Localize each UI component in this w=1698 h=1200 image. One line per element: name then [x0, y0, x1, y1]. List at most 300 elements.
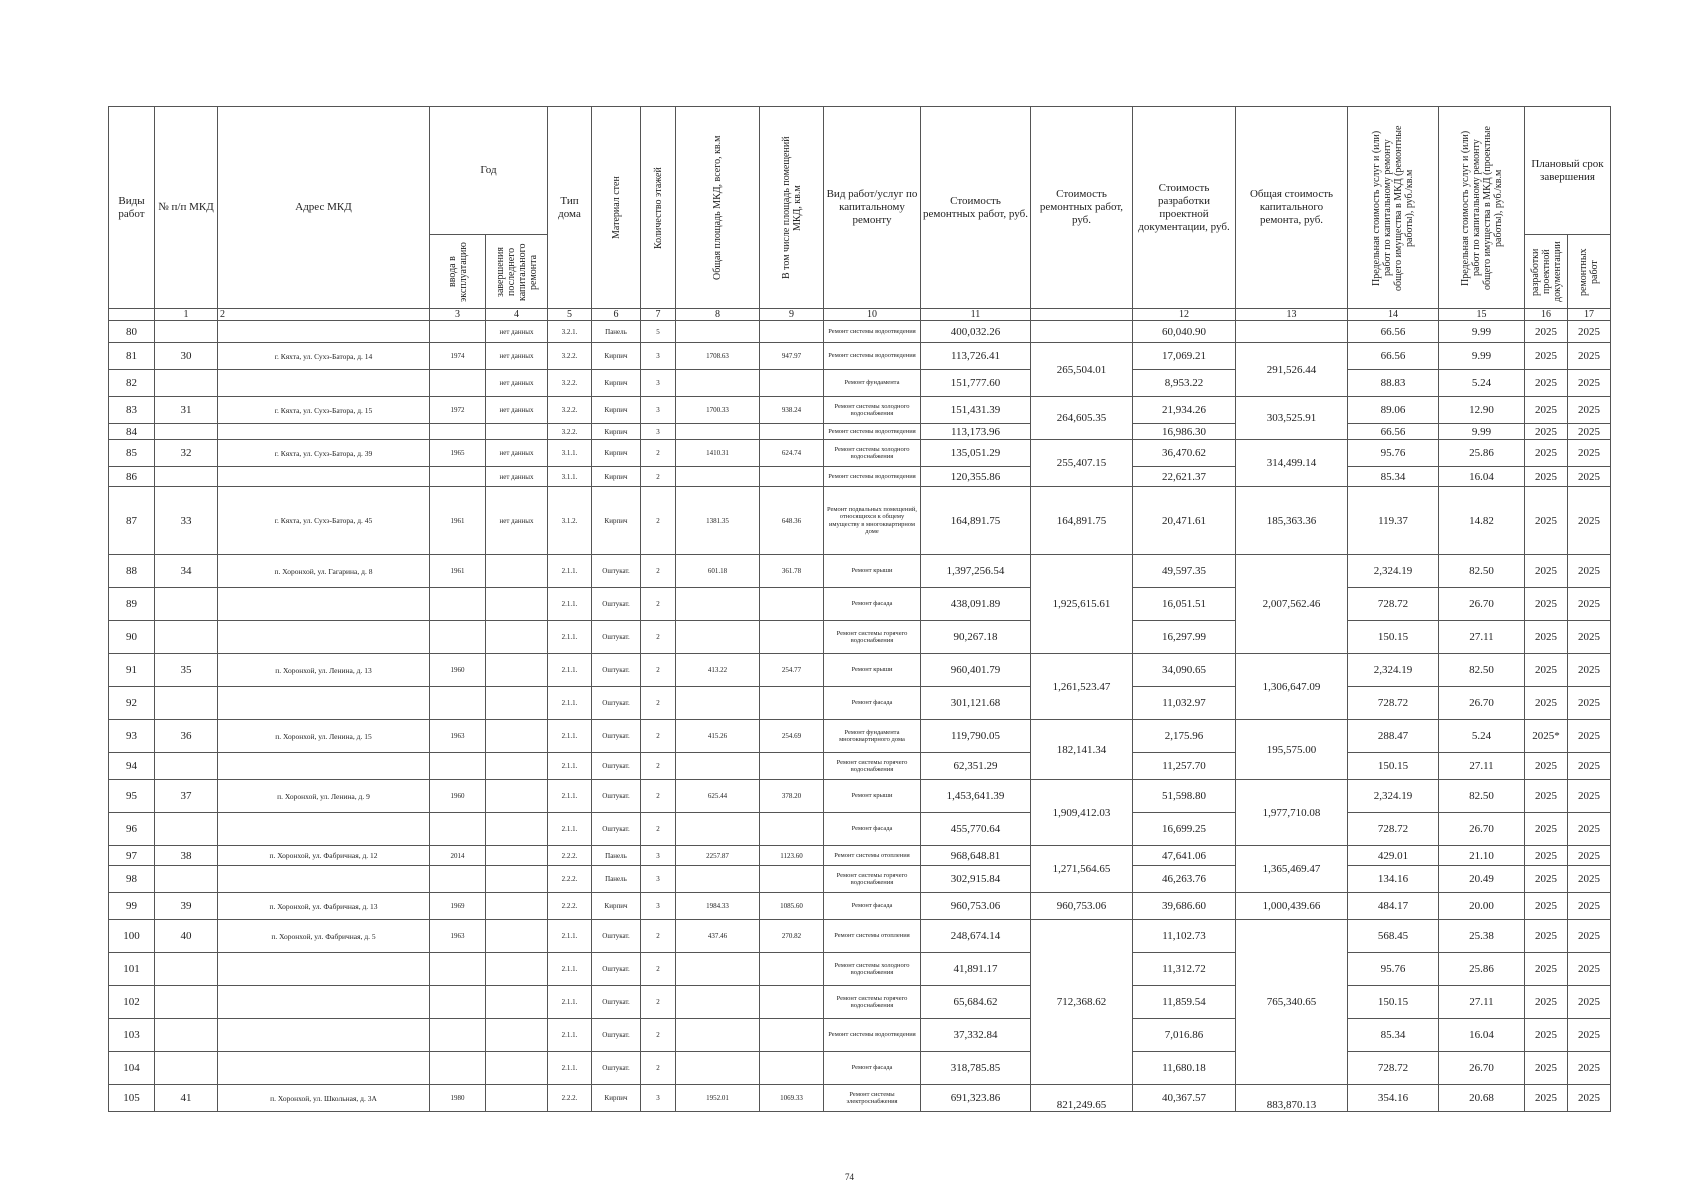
table-body	[109, 321, 1611, 1112]
premises-area: 1123.60	[760, 846, 824, 866]
floors: 3	[641, 866, 676, 893]
limit-repair: 150.15	[1348, 986, 1439, 1019]
floors: 2	[641, 953, 676, 986]
mkd-number	[155, 588, 218, 621]
floors: 5	[641, 321, 676, 343]
work-kind: Ремонт крыши	[824, 654, 921, 687]
design-cost: 60,040.90	[1133, 321, 1236, 343]
wall-material: Панель	[592, 321, 641, 343]
floors: 2	[641, 753, 676, 780]
premises-area	[760, 424, 824, 440]
repair-cost: 151,777.60	[921, 370, 1031, 397]
premises-area: 648.36	[760, 487, 824, 555]
total-cost: 1,977,710.08	[1236, 780, 1348, 846]
year-last-repair	[486, 1052, 548, 1085]
design-cost: 21,934.26	[1133, 397, 1236, 424]
wall-material: Кирпич	[592, 343, 641, 370]
year-commissioning: 1960	[430, 654, 486, 687]
design-cost: 16,986.30	[1133, 424, 1236, 440]
premises-area: 1085.60	[760, 893, 824, 920]
house-type: 3.2.2.	[548, 424, 592, 440]
address	[218, 813, 430, 846]
limit-design: 27.11	[1439, 986, 1525, 1019]
premises-area: 254.69	[760, 720, 824, 753]
row-number: 103	[109, 1019, 155, 1052]
row-number: 85	[109, 440, 155, 467]
mkd-number: 35	[155, 654, 218, 687]
wall-material: Кирпич	[592, 1085, 641, 1112]
repair-cost: 455,770.64	[921, 813, 1031, 846]
column-number: 8	[676, 309, 760, 321]
year-commissioning	[430, 813, 486, 846]
floors: 3	[641, 893, 676, 920]
address	[218, 953, 430, 986]
address: г. Кяхта, ул. Сухэ-Батора, д. 45	[218, 487, 430, 555]
year-last-repair	[486, 687, 548, 720]
deadline-design: 2025	[1525, 953, 1568, 986]
work-kind: Ремонт фундамента	[824, 370, 921, 397]
mkd-number	[155, 1019, 218, 1052]
total-cost: 303,525.91	[1236, 397, 1348, 440]
total-cost: 1,365,469.47	[1236, 846, 1348, 893]
total-cost	[1236, 321, 1348, 343]
header-wall-material: Материал стен	[592, 107, 641, 309]
address	[218, 753, 430, 780]
repair-cost-sum: 255,407.15	[1031, 440, 1133, 487]
year-commissioning	[430, 621, 486, 654]
deadline-repair: 2025	[1568, 467, 1611, 487]
limit-design: 20.49	[1439, 866, 1525, 893]
year-last-repair	[486, 424, 548, 440]
year-last-repair: нет данных	[486, 370, 548, 397]
header-year-last-repair: завершения последнего капитального ремонта	[486, 235, 548, 309]
deadline-repair: 2025	[1568, 687, 1611, 720]
design-cost: 16,051.51	[1133, 588, 1236, 621]
repair-cost-sum: 265,504.01	[1031, 343, 1133, 397]
deadline-repair: 2025	[1568, 621, 1611, 654]
limit-repair: 95.76	[1348, 440, 1439, 467]
mkd-number: 33	[155, 487, 218, 555]
work-kind: Ремонт фундамента многоквартирного дома	[824, 720, 921, 753]
total-cost: 765,340.65	[1236, 920, 1348, 1085]
repair-cost-sum: 821,249.65	[1031, 1085, 1133, 1112]
work-kind: Ремонт фасада	[824, 893, 921, 920]
year-commissioning: 1980	[430, 1085, 486, 1112]
table-row	[109, 370, 1611, 397]
design-cost: 34,090.65	[1133, 654, 1236, 687]
house-type: 2.1.1.	[548, 953, 592, 986]
table-row	[109, 343, 1611, 370]
deadline-repair: 2025	[1568, 487, 1611, 555]
premises-area	[760, 621, 824, 654]
premises-area: 254.77	[760, 654, 824, 687]
house-type: 2.1.1.	[548, 654, 592, 687]
capital-repair-table	[108, 106, 1611, 1112]
wall-material: Оштукат.	[592, 720, 641, 753]
deadline-repair: 2025	[1568, 370, 1611, 397]
limit-design: 9.99	[1439, 321, 1525, 343]
year-last-repair	[486, 846, 548, 866]
repair-cost: 400,032.26	[921, 321, 1031, 343]
house-type: 2.2.2.	[548, 1085, 592, 1112]
year-commissioning: 1961	[430, 555, 486, 588]
floors: 2	[641, 720, 676, 753]
repair-cost-sum: 1,909,412.03	[1031, 780, 1133, 846]
total-area	[676, 813, 760, 846]
limit-repair: 89.06	[1348, 397, 1439, 424]
floors: 3	[641, 846, 676, 866]
table-row	[109, 1085, 1611, 1112]
design-cost: 47,641.06	[1133, 846, 1236, 866]
mkd-number	[155, 753, 218, 780]
deadline-repair: 2025	[1568, 893, 1611, 920]
limit-repair: 484.17	[1348, 893, 1439, 920]
deadline-repair: 2025	[1568, 780, 1611, 813]
design-cost: 39,686.60	[1133, 893, 1236, 920]
column-number: 1	[155, 309, 218, 321]
deadline-repair: 2025	[1568, 920, 1611, 953]
repair-cost: 65,684.62	[921, 986, 1031, 1019]
row-number: 98	[109, 866, 155, 893]
year-commissioning	[430, 687, 486, 720]
year-commissioning	[430, 986, 486, 1019]
work-kind: Ремонт системы холодного водоснабжения	[824, 953, 921, 986]
work-kind: Ремонт системы холодного водоснабжения	[824, 440, 921, 467]
total-area	[676, 467, 760, 487]
limit-repair: 66.56	[1348, 321, 1439, 343]
row-number: 84	[109, 424, 155, 440]
repair-cost-sum: 1,271,564.65	[1031, 846, 1133, 893]
limit-design: 9.99	[1439, 424, 1525, 440]
column-number	[109, 309, 155, 321]
floors: 2	[641, 1052, 676, 1085]
total-cost: 2,007,562.46	[1236, 555, 1348, 654]
total-cost: 195,575.00	[1236, 720, 1348, 780]
header-repair-cost-sum: Стоимость ремонтных работ, руб.	[1031, 107, 1133, 309]
year-last-repair: нет данных	[486, 397, 548, 424]
year-last-repair: нет данных	[486, 343, 548, 370]
limit-repair: 150.15	[1348, 621, 1439, 654]
premises-area	[760, 986, 824, 1019]
limit-design: 27.11	[1439, 753, 1525, 780]
floors: 2	[641, 780, 676, 813]
total-area: 437.46	[676, 920, 760, 953]
house-type: 2.1.1.	[548, 555, 592, 588]
header-premises-area: В том числе площадь помещений МКД, кв.м	[760, 107, 824, 309]
design-cost: 11,257.70	[1133, 753, 1236, 780]
house-type: 2.1.1.	[548, 753, 592, 780]
work-kind: Ремонт системы горячего водоснабжения	[824, 621, 921, 654]
repair-cost: 248,674.14	[921, 920, 1031, 953]
year-last-repair	[486, 813, 548, 846]
deadline-design: 2025	[1525, 424, 1568, 440]
table-row	[109, 866, 1611, 893]
year-last-repair	[486, 893, 548, 920]
year-last-repair: нет данных	[486, 440, 548, 467]
row-number: 83	[109, 397, 155, 424]
wall-material: Кирпич	[592, 893, 641, 920]
header-mkd-number: № п/п МКД	[155, 107, 218, 309]
year-commissioning	[430, 753, 486, 780]
address	[218, 687, 430, 720]
wall-material: Кирпич	[592, 487, 641, 555]
total-area: 415.26	[676, 720, 760, 753]
repair-cost: 37,332.84	[921, 1019, 1031, 1052]
header-address: Адрес МКД	[218, 107, 430, 309]
premises-area	[760, 1052, 824, 1085]
design-cost: 20,471.61	[1133, 487, 1236, 555]
deadline-repair: 2025	[1568, 813, 1611, 846]
header-work-kind: Вид работ/услуг по капитальному ремонту	[824, 107, 921, 309]
limit-repair: 2,324.19	[1348, 654, 1439, 687]
floors: 3	[641, 424, 676, 440]
table-row	[109, 621, 1611, 654]
total-area: 1410.31	[676, 440, 760, 467]
deadline-design: 2025	[1525, 753, 1568, 780]
wall-material: Оштукат.	[592, 1019, 641, 1052]
deadline-repair: 2025	[1568, 953, 1611, 986]
year-commissioning	[430, 866, 486, 893]
header-floors: Количество этажей	[641, 107, 676, 309]
wall-material: Оштукат.	[592, 687, 641, 720]
mkd-number	[155, 321, 218, 343]
work-kind: Ремонт подвальных помещений, относящихся к общему имуществу в многоквартирном доме	[824, 487, 921, 555]
total-cost: 291,526.44	[1236, 343, 1348, 397]
deadline-design: 2025	[1525, 343, 1568, 370]
year-last-repair	[486, 1019, 548, 1052]
year-commissioning: 1961	[430, 487, 486, 555]
total-area: 1984.33	[676, 893, 760, 920]
row-number: 105	[109, 1085, 155, 1112]
mkd-number: 40	[155, 920, 218, 953]
year-last-repair	[486, 1085, 548, 1112]
deadline-repair: 2025	[1568, 440, 1611, 467]
year-last-repair	[486, 588, 548, 621]
floors: 2	[641, 986, 676, 1019]
address: г. Кяхта, ул. Сухэ-Батора, д. 39	[218, 440, 430, 467]
deadline-repair: 2025	[1568, 1019, 1611, 1052]
address	[218, 588, 430, 621]
table-row	[109, 321, 1611, 343]
deadline-repair: 2025	[1568, 866, 1611, 893]
design-cost: 11,859.54	[1133, 986, 1236, 1019]
design-cost: 36,470.62	[1133, 440, 1236, 467]
repair-cost: 1,397,256.54	[921, 555, 1031, 588]
total-cost: 1,000,439.66	[1236, 893, 1348, 920]
deadline-design: 2025	[1525, 440, 1568, 467]
deadline-repair: 2025	[1568, 753, 1611, 780]
year-commissioning: 1974	[430, 343, 486, 370]
deadline-design: 2025	[1525, 920, 1568, 953]
premises-area: 947.97	[760, 343, 824, 370]
row-number: 96	[109, 813, 155, 846]
table-row	[109, 687, 1611, 720]
limit-repair: 150.15	[1348, 753, 1439, 780]
repair-cost: 691,323.86	[921, 1085, 1031, 1112]
table-row	[109, 813, 1611, 846]
house-type: 3.2.2.	[548, 343, 592, 370]
deadline-design: 2025	[1525, 1052, 1568, 1085]
year-commissioning	[430, 1052, 486, 1085]
house-type: 2.2.2.	[548, 893, 592, 920]
address	[218, 1019, 430, 1052]
table-row	[109, 920, 1611, 953]
year-commissioning	[430, 953, 486, 986]
column-number: 14	[1348, 309, 1439, 321]
limit-repair: 429.01	[1348, 846, 1439, 866]
wall-material: Оштукат.	[592, 621, 641, 654]
limit-repair: 66.56	[1348, 343, 1439, 370]
floors: 2	[641, 588, 676, 621]
table-row	[109, 588, 1611, 621]
deadline-design: 2025	[1525, 555, 1568, 588]
deadline-repair: 2025	[1568, 321, 1611, 343]
floors: 3	[641, 343, 676, 370]
repair-cost-sum: 712,368.62	[1031, 920, 1133, 1085]
premises-area: 378.20	[760, 780, 824, 813]
deadline-repair: 2025	[1568, 1052, 1611, 1085]
mkd-number: 41	[155, 1085, 218, 1112]
floors: 2	[641, 687, 676, 720]
deadline-repair: 2025	[1568, 720, 1611, 753]
repair-cost: 135,051.29	[921, 440, 1031, 467]
repair-cost: 302,915.84	[921, 866, 1031, 893]
year-last-repair: нет данных	[486, 467, 548, 487]
limit-repair: 85.34	[1348, 1019, 1439, 1052]
year-commissioning: 1963	[430, 920, 486, 953]
premises-area	[760, 370, 824, 397]
wall-material: Оштукат.	[592, 813, 641, 846]
total-area: 2257.87	[676, 846, 760, 866]
header-house-type: Тип дома	[548, 107, 592, 309]
row-number: 81	[109, 343, 155, 370]
work-kind: Ремонт системы водоотведения	[824, 321, 921, 343]
deadline-design: 2025	[1525, 866, 1568, 893]
year-commissioning: 1969	[430, 893, 486, 920]
house-type: 2.1.1.	[548, 588, 592, 621]
deadline-design: 2025	[1525, 370, 1568, 397]
header-year: Год	[430, 107, 548, 235]
deadline-repair: 2025	[1568, 424, 1611, 440]
column-numbering-row	[109, 309, 1611, 321]
wall-material: Панель	[592, 866, 641, 893]
limit-design: 20.68	[1439, 1085, 1525, 1112]
header-limit-design: Предельная стоимость услуг и (или) работ по капитальному ремонту общего имущества в МКД (проектные работы), руб./кв.м	[1439, 107, 1525, 309]
limit-repair: 66.56	[1348, 424, 1439, 440]
limit-design: 26.70	[1439, 687, 1525, 720]
mkd-number	[155, 370, 218, 397]
column-number: 6	[592, 309, 641, 321]
mkd-number: 30	[155, 343, 218, 370]
limit-repair: 728.72	[1348, 813, 1439, 846]
row-number: 82	[109, 370, 155, 397]
header-total-cost: Общая стоимость капитального ремонта, руб.	[1236, 107, 1348, 309]
column-number: 11	[921, 309, 1031, 321]
mkd-number: 37	[155, 780, 218, 813]
limit-repair: 728.72	[1348, 1052, 1439, 1085]
limit-design: 82.50	[1439, 780, 1525, 813]
year-last-repair: нет данных	[486, 321, 548, 343]
total-area	[676, 621, 760, 654]
mkd-number	[155, 621, 218, 654]
table-row	[109, 397, 1611, 424]
address: п. Хоронхой, ул. Гагарина, д. 8	[218, 555, 430, 588]
year-last-repair	[486, 953, 548, 986]
floors: 2	[641, 487, 676, 555]
address	[218, 621, 430, 654]
limit-design: 26.70	[1439, 1052, 1525, 1085]
deadline-repair: 2025	[1568, 343, 1611, 370]
header-total-area: Общая площадь МКД, всего, кв.м	[676, 107, 760, 309]
mkd-number: 34	[155, 555, 218, 588]
work-kind: Ремонт системы отопления	[824, 920, 921, 953]
row-number: 99	[109, 893, 155, 920]
premises-area	[760, 1019, 824, 1052]
table-row	[109, 1052, 1611, 1085]
repair-cost: 438,091.89	[921, 588, 1031, 621]
column-number: 2	[218, 309, 430, 321]
premises-area: 361.78	[760, 555, 824, 588]
premises-area	[760, 753, 824, 780]
mkd-number: 38	[155, 846, 218, 866]
table-row	[109, 467, 1611, 487]
row-number: 80	[109, 321, 155, 343]
header-limit-repair: Предельная стоимость услуг и (или) работ по капитальному ремонту общего имущества в МКД (ремонтные работы), руб./кв.м	[1348, 107, 1439, 309]
repair-cost-sum: 1,925,615.61	[1031, 555, 1133, 654]
house-type: 2.2.2.	[548, 866, 592, 893]
design-cost: 2,175.96	[1133, 720, 1236, 753]
year-commissioning	[430, 370, 486, 397]
total-area	[676, 1052, 760, 1085]
column-number: 10	[824, 309, 921, 321]
repair-cost: 90,267.18	[921, 621, 1031, 654]
limit-design: 9.99	[1439, 343, 1525, 370]
year-last-repair	[486, 753, 548, 780]
table-row	[109, 440, 1611, 467]
total-area	[676, 753, 760, 780]
year-last-repair: нет данных	[486, 487, 548, 555]
wall-material: Оштукат.	[592, 1052, 641, 1085]
design-cost: 46,263.76	[1133, 866, 1236, 893]
repair-cost-sum: 264,605.35	[1031, 397, 1133, 440]
repair-cost: 960,401.79	[921, 654, 1031, 687]
table-row	[109, 953, 1611, 986]
repair-cost-sum: 164,891.75	[1031, 487, 1133, 555]
repair-cost-sum: 182,141.34	[1031, 720, 1133, 780]
limit-repair: 119.37	[1348, 487, 1439, 555]
deadline-design: 2025	[1525, 893, 1568, 920]
deadline-design: 2025	[1525, 654, 1568, 687]
deadline-design: 2025	[1525, 846, 1568, 866]
year-commissioning	[430, 588, 486, 621]
limit-repair: 354.16	[1348, 1085, 1439, 1112]
house-type: 2.1.1.	[548, 920, 592, 953]
total-area	[676, 370, 760, 397]
row-number: 87	[109, 487, 155, 555]
row-number: 95	[109, 780, 155, 813]
house-type: 2.1.1.	[548, 986, 592, 1019]
limit-design: 20.00	[1439, 893, 1525, 920]
limit-repair: 568.45	[1348, 920, 1439, 953]
house-type: 2.1.1.	[548, 780, 592, 813]
year-last-repair	[486, 920, 548, 953]
design-cost: 22,621.37	[1133, 467, 1236, 487]
row-number: 102	[109, 986, 155, 1019]
total-cost: 1,306,647.09	[1236, 654, 1348, 720]
address	[218, 321, 430, 343]
mkd-number	[155, 986, 218, 1019]
address	[218, 986, 430, 1019]
